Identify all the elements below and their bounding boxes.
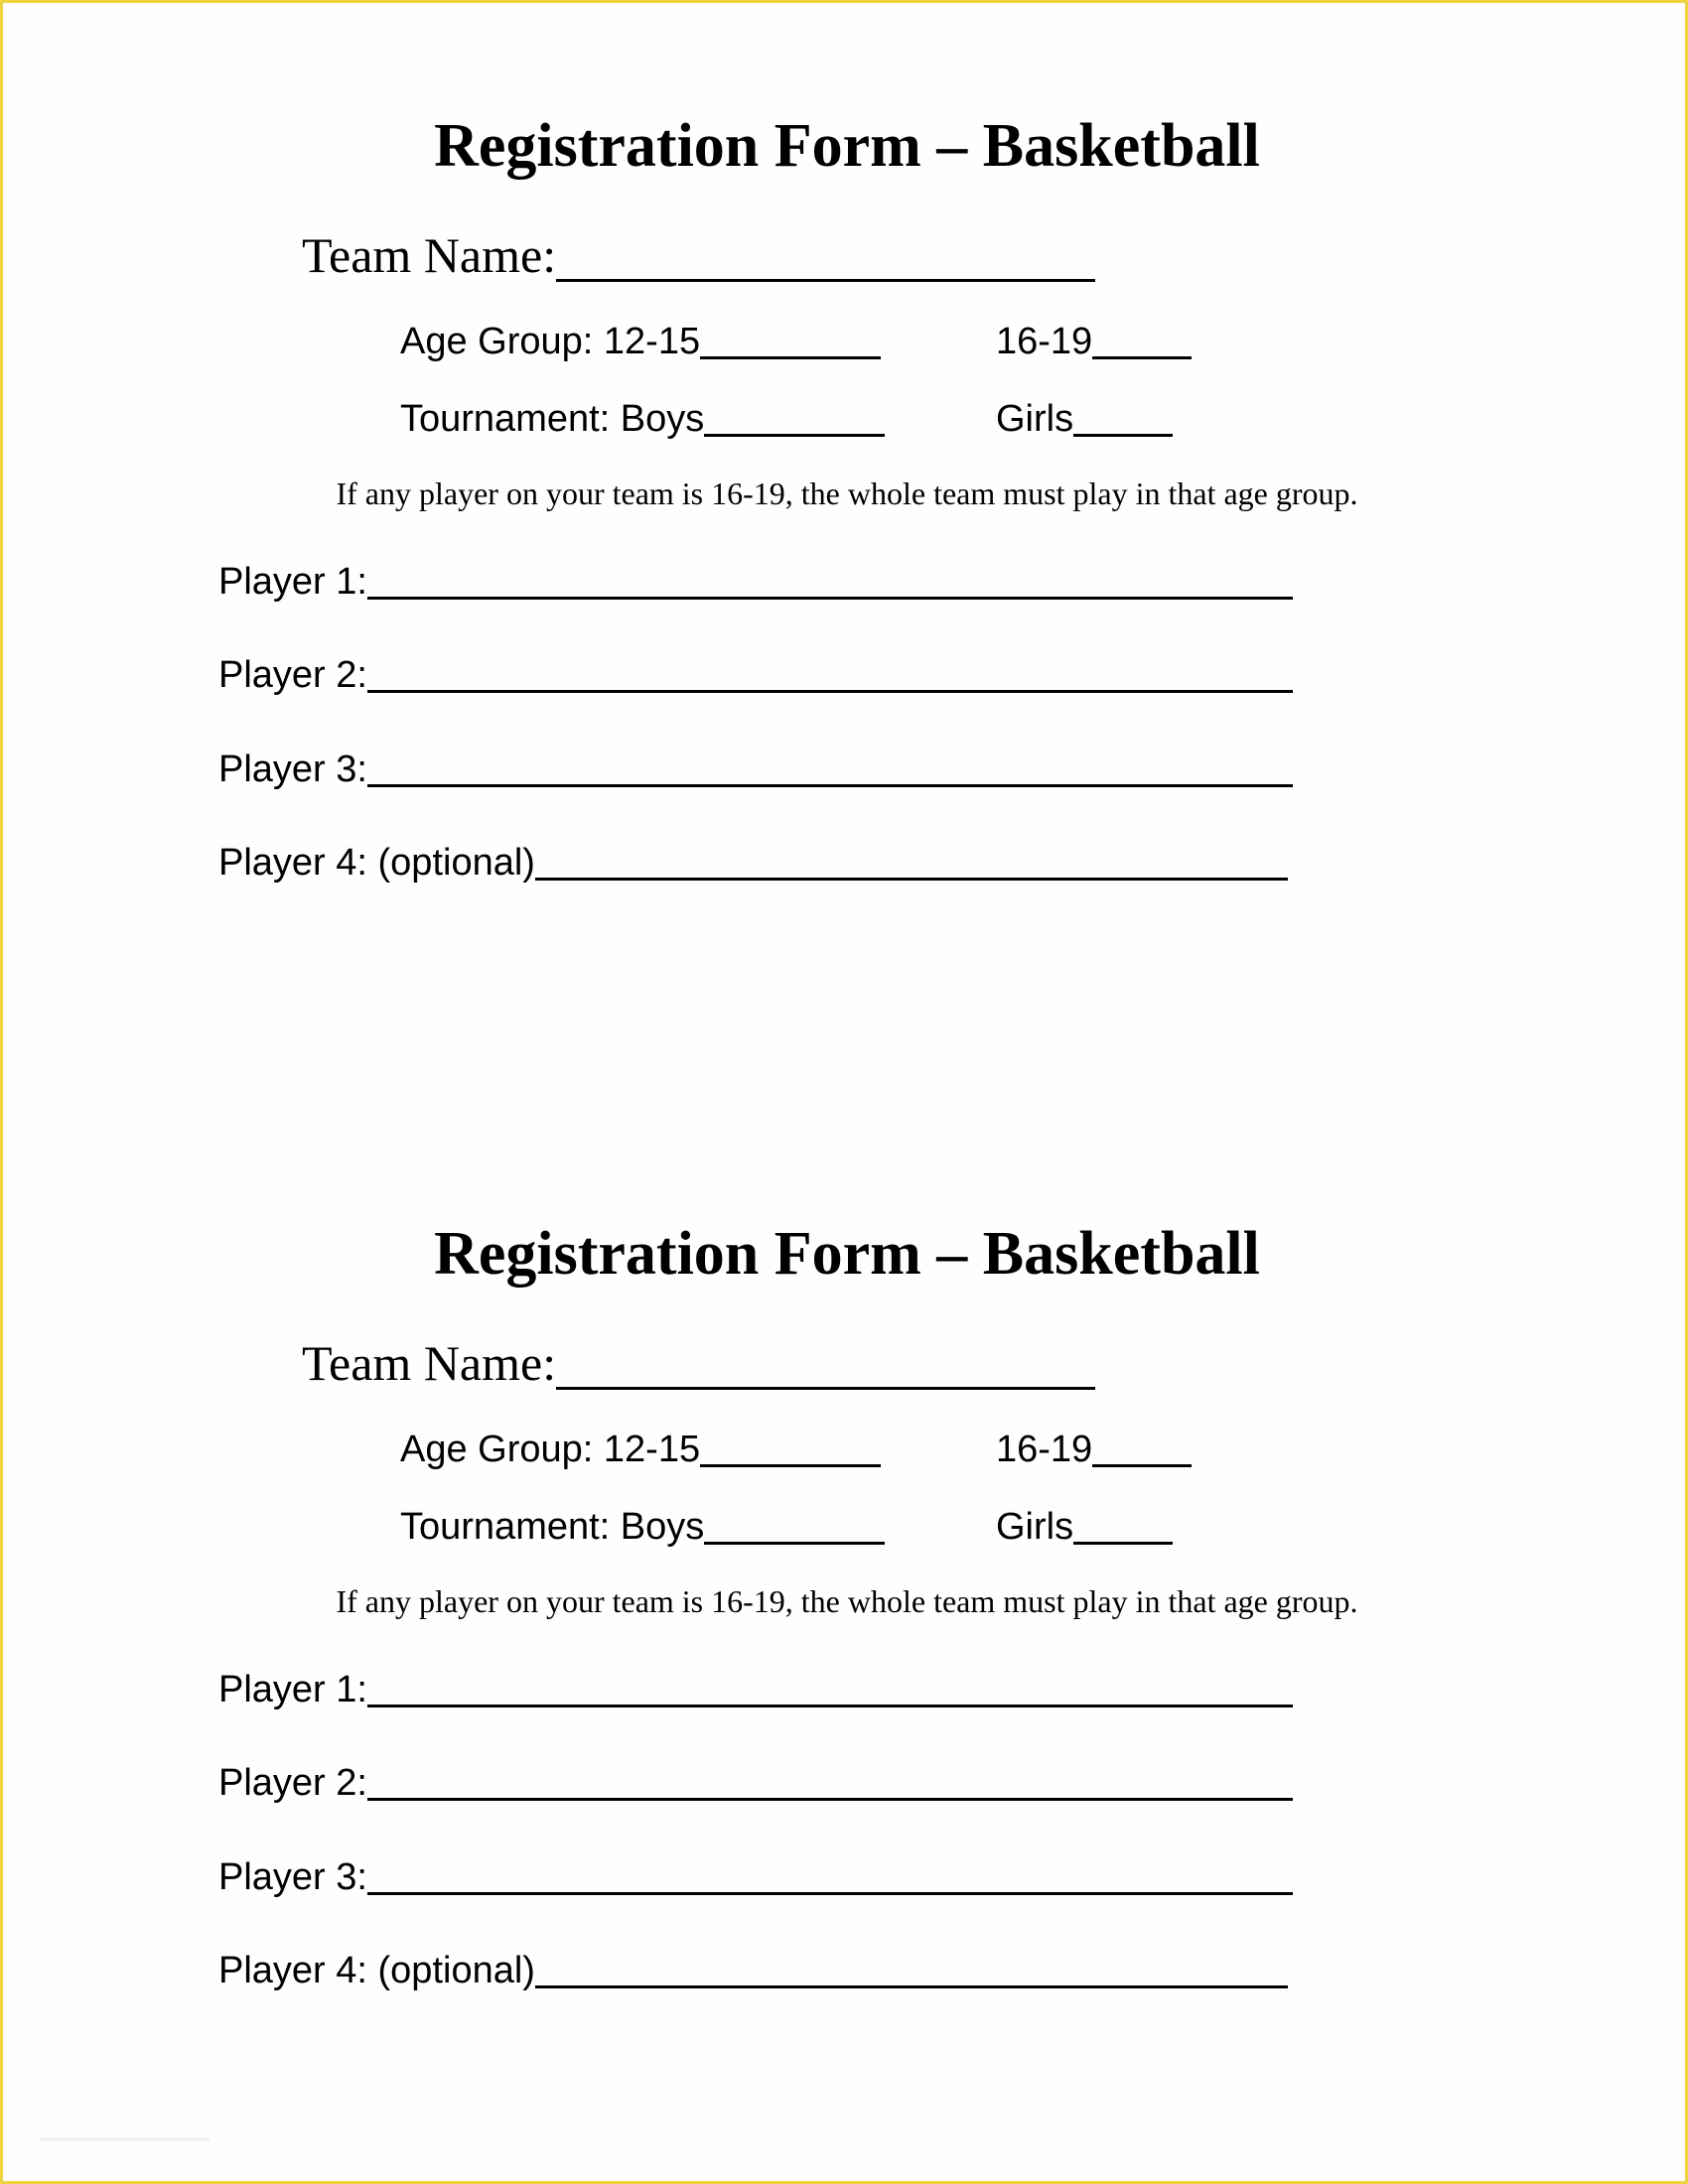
team-name-row bbox=[302, 225, 1095, 285]
player-3-row bbox=[218, 747, 1293, 792]
player-4-blank[interactable] bbox=[535, 1954, 1288, 1988]
player-4-label: Player 4: (optional) bbox=[218, 1950, 535, 1991]
player-2-label: Player 2: bbox=[218, 1762, 367, 1804]
player-4-blank[interactable] bbox=[535, 846, 1288, 881]
age-group-16-19-row bbox=[996, 319, 1192, 364]
age-group-12-15-row bbox=[400, 319, 881, 364]
age-group-note: If any player on your team is 16-19, the whole team must play in that age group. bbox=[336, 1583, 1358, 1619]
age-group-16-19-blank[interactable] bbox=[1092, 1433, 1192, 1467]
team-name-row bbox=[302, 1333, 1095, 1393]
tournament-label: Tournament: Boys bbox=[400, 1506, 705, 1548]
tournament-boys-blank[interactable] bbox=[704, 1510, 885, 1545]
player-3-blank[interactable] bbox=[367, 1860, 1293, 1895]
player-1-blank[interactable] bbox=[367, 565, 1293, 600]
team-name-blank[interactable] bbox=[556, 235, 1095, 282]
player-1-row bbox=[218, 559, 1293, 605]
team-name-label: Team Name: bbox=[302, 1335, 557, 1391]
form-title: Registration Form – Basketball bbox=[434, 1220, 1260, 1288]
player-3-label: Player 3: bbox=[218, 1856, 367, 1898]
tournament-girls-label: Girls bbox=[996, 1506, 1074, 1548]
player-1-label: Player 1: bbox=[218, 561, 367, 603]
tournament-girls-label: Girls bbox=[996, 398, 1074, 440]
age-group-note: If any player on your team is 16-19, the whole team must play in that age group. bbox=[336, 476, 1358, 511]
player-2-blank[interactable] bbox=[367, 1766, 1293, 1801]
player-2-blank[interactable] bbox=[367, 658, 1293, 693]
player-2-row bbox=[218, 652, 1293, 698]
age-group-16-19-label: 16-19 bbox=[996, 321, 1093, 362]
player-3-blank[interactable] bbox=[367, 752, 1293, 787]
player-1-blank[interactable] bbox=[367, 1673, 1293, 1707]
age-group-12-15-blank[interactable] bbox=[700, 1433, 881, 1467]
tournament-girls-blank[interactable] bbox=[1073, 402, 1173, 437]
tournament-boys-row bbox=[400, 1504, 885, 1550]
age-group-12-15-row bbox=[400, 1427, 881, 1472]
registration-form-top bbox=[3, 3, 1688, 996]
player-4-label: Player 4: (optional) bbox=[218, 842, 535, 884]
age-group-16-19-label: 16-19 bbox=[996, 1429, 1093, 1470]
player-3-label: Player 3: bbox=[218, 749, 367, 790]
player-1-label: Player 1: bbox=[218, 1669, 367, 1710]
age-group-label: Age Group: 12-15 bbox=[400, 321, 701, 362]
player-4-row bbox=[218, 1948, 1288, 1993]
age-group-16-19-row bbox=[996, 1427, 1192, 1472]
age-group-label: Age Group: 12-15 bbox=[400, 1429, 701, 1470]
tournament-label: Tournament: Boys bbox=[400, 398, 705, 440]
player-2-label: Player 2: bbox=[218, 654, 367, 696]
tournament-boys-row bbox=[400, 396, 885, 442]
team-name-label: Team Name: bbox=[302, 227, 557, 283]
faint-watermark bbox=[41, 2137, 210, 2141]
age-group-16-19-blank[interactable] bbox=[1092, 325, 1192, 359]
registration-form-bottom bbox=[3, 1111, 1688, 2104]
team-name-blank[interactable] bbox=[556, 1343, 1095, 1390]
tournament-girls-row bbox=[996, 1504, 1173, 1550]
tournament-girls-blank[interactable] bbox=[1073, 1510, 1173, 1545]
player-2-row bbox=[218, 1760, 1293, 1806]
tournament-girls-row bbox=[996, 396, 1173, 442]
player-1-row bbox=[218, 1667, 1293, 1712]
tournament-boys-blank[interactable] bbox=[704, 402, 885, 437]
player-4-row bbox=[218, 840, 1288, 886]
player-3-row bbox=[218, 1854, 1293, 1900]
age-group-12-15-blank[interactable] bbox=[700, 325, 881, 359]
form-title: Registration Form – Basketball bbox=[434, 112, 1260, 180]
